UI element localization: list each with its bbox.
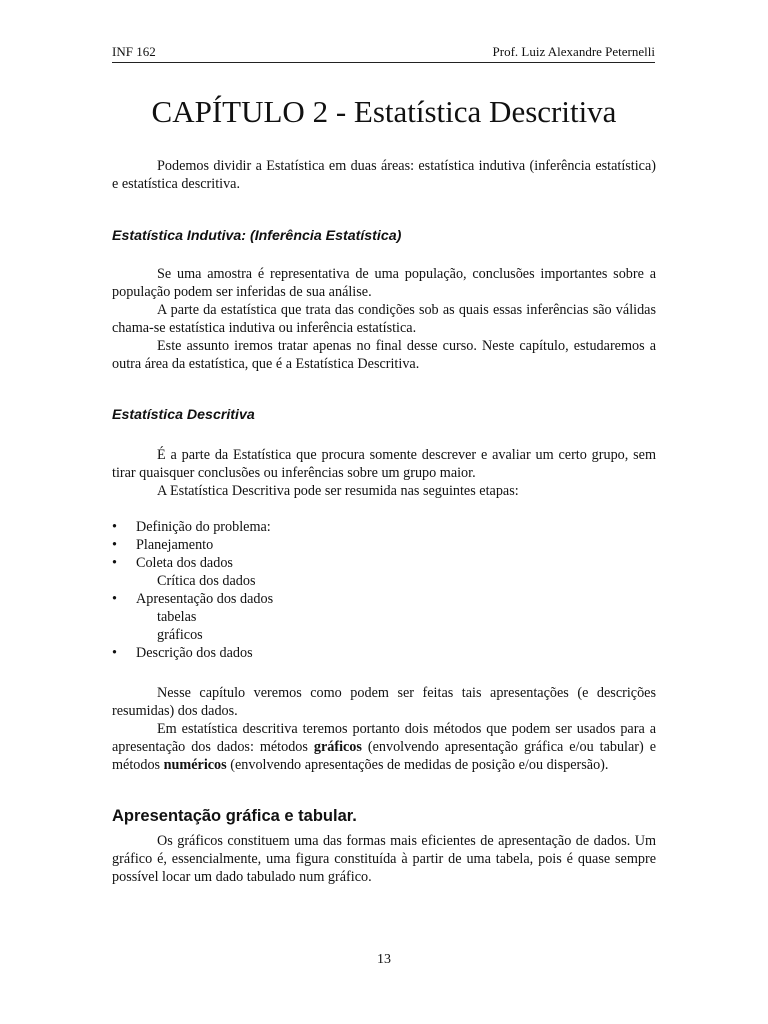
inductive-block — [112, 265, 656, 373]
inductive-paragraph-3: Este assunto iremos tratar apenas no final desse curso. Neste capítulo, estudaremos a outra área da estatística, que é a Estatística Descritiva. — [112, 338, 656, 372]
inductive-heading: Estatística Indutiva: (Inferência Estatística) — [112, 228, 402, 244]
methods-paragraph-2 — [112, 720, 656, 774]
inductive-paragraph-2: A parte da estatística que trata das condições sob as quais essas inferências são válidas chama-se estatística indutiva ou inferência estatística. — [112, 302, 656, 336]
inductive-paragraph-1: Se uma amostra é representativa de uma população, conclusões importantes sobre a população podem ser inferidas de sua análise. — [112, 266, 656, 300]
term-numerical: numéricos — [163, 757, 227, 773]
graphical-paragraph: Os gráficos constituem uma das formas mais eficientes de apresentação de dados. Um gráfico é, essencialmente, uma figura constituída à partir de uma tabela, pois é quase sempre possível locar um dado tabulado num gráfico. — [112, 833, 656, 885]
intro-paragraph: Podemos dividir a Estatística em duas áreas: estatística indutiva (inferência estatística) e estatística descritiva. — [112, 158, 656, 192]
descriptive-block — [112, 446, 656, 500]
list-subitem: Crítica dos dados — [157, 573, 256, 589]
term-graphical: gráficos — [313, 739, 362, 755]
list-subitem: gráficos — [157, 627, 203, 643]
methods-text-start: Em estatística descritiva teremos portanto dois métodos que podem ser usados para a apresentação dos dados: métodos — [112, 721, 656, 755]
list-item: • Planejamento — [112, 536, 656, 554]
methods-text-mid: (envolvendo apresentação gráfica e/ou tabular) e métodos — [112, 739, 656, 773]
list-item: • Coleta dos dados — [112, 554, 656, 572]
course-code: INF 162 — [112, 44, 156, 59]
descriptive-paragraph-2: A Estatística Descritiva pode ser resumida nas seguintes etapas: — [157, 483, 519, 499]
descriptive-heading: Estatística Descritiva — [112, 407, 255, 423]
page-header — [112, 44, 655, 63]
methods-paragraph-1: Nesse capítulo veremos como podem ser feitas tais apresentações (e descrições resumidas) dos dados. — [112, 685, 656, 719]
methods-block — [112, 684, 656, 774]
chapter-title: CAPÍTULO 2 - Estatística Descritiva — [151, 94, 617, 129]
list-subitem: tabelas — [157, 609, 197, 625]
graphical-heading: Apresentação gráfica e tabular. — [112, 807, 357, 825]
list-item: • Descrição dos dados — [112, 644, 656, 662]
author-name: Prof. Luiz Alexandre Peternelli — [492, 44, 655, 59]
graphical-block — [112, 832, 656, 886]
methods-text-end: (envolvendo apresentações de medidas de posição e/ou dispersão). — [226, 757, 609, 773]
intro-block — [112, 157, 656, 193]
steps-list — [112, 518, 656, 662]
page-number: 13 — [377, 952, 391, 967]
list-item: • Definição do problema: — [112, 518, 656, 536]
list-item: • Apresentação dos dados — [112, 590, 656, 608]
descriptive-paragraph-1: É a parte da Estatística que procura somente descrever e avaliar um certo grupo, sem tirar quaisquer conclusões ou inferências sobre um grupo maior. — [112, 447, 656, 481]
